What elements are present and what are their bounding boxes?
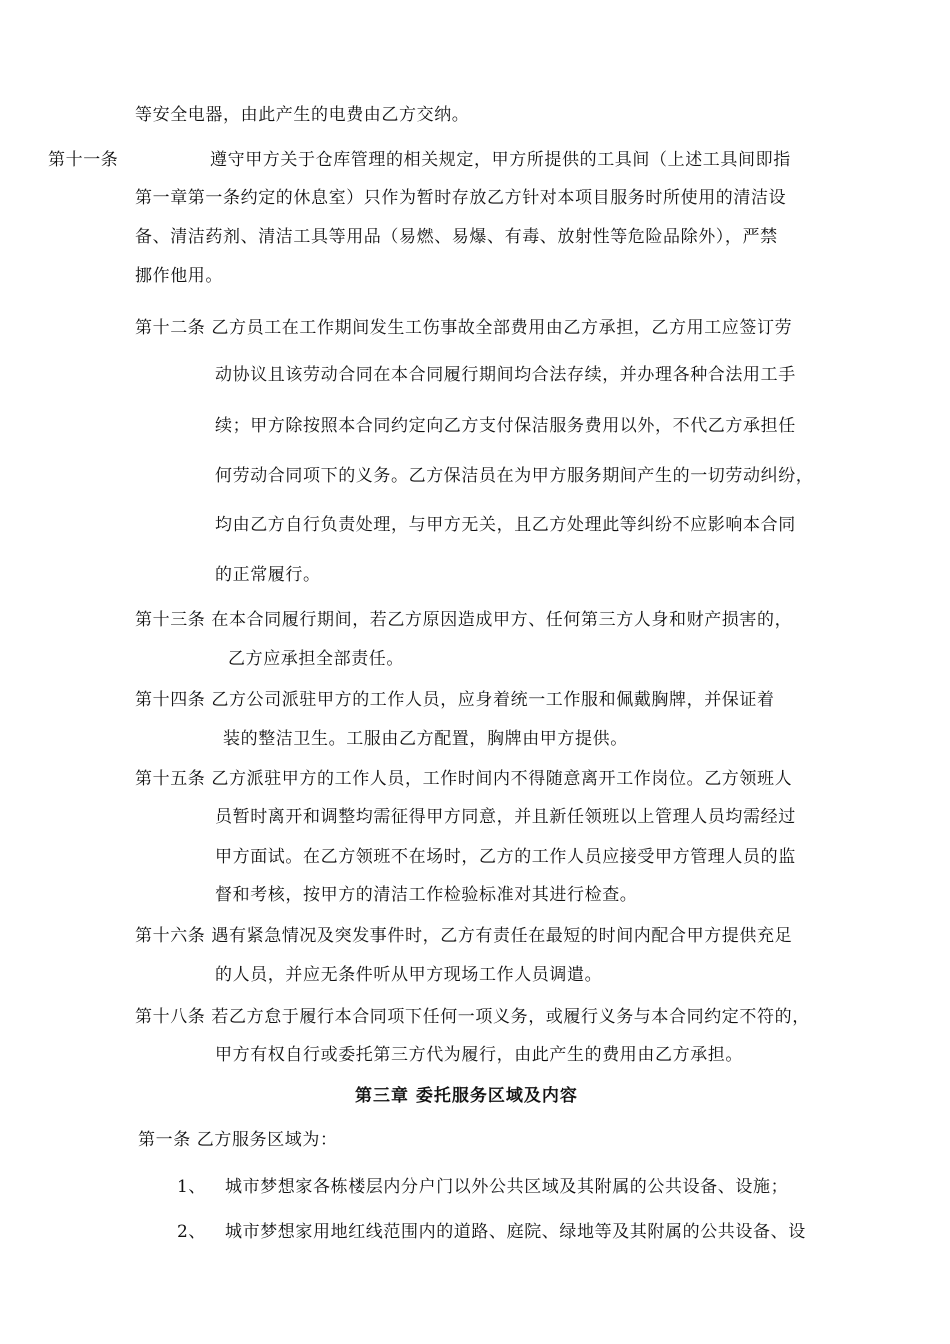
text-line: 第十八条 若乙方怠于履行本合同项下任何一项义务，或履行义务与本合同约定不符的， [135,1007,810,1027]
text-line: 第十六条 遇有紧急情况及突发事件时，乙方有责任在最短的时间内配合甲方提供充足 [135,926,793,946]
text-line: 甲方面试。在乙方领班不在场时，乙方的工作人员应接受甲方管理人员的监 [215,847,796,867]
text-line: 乙方应承担全部责任。 [228,649,404,669]
text-line: 备、清洁药剂、清洁工具等用品（易燃、易爆、有毒、放射性等危险品除外），严禁 [135,227,778,247]
list-number: 1、 [177,1177,207,1197]
text-line: 的正常履行。 [215,565,321,585]
text-line: 续；甲方除按照本合同约定向乙方支付保洁服务费用以外，不代乙方承担任 [215,416,796,436]
text-line: 动协议且该劳动合同在本合同履行期间均合法存续，并办理各种合法用工手 [215,365,796,385]
text-line: 均由乙方自行负责处理，与甲方无关，且乙方处理此等纠纷不应影响本合同 [215,515,796,535]
text-line: 等安全电器，由此产生的电费由乙方交纳。 [135,105,470,125]
list-item: 城市梦想家各栋楼层内分户门以外公共区域及其附属的公共设备、设施； [225,1177,789,1197]
text-line: 第十二条 乙方员工在工作期间发生工伤事故全部费用由乙方承担，乙方用工应签订劳 [135,318,793,338]
text-line: 第十四条 乙方公司派驻甲方的工作人员，应身着统一工作服和佩戴胸牌，并保证着 [135,690,775,710]
text-line: 第一条 乙方服务区域为： [138,1130,338,1150]
text-line: 挪作他用。 [135,266,223,286]
article-number: 第十一条 [48,150,119,170]
list-number: 2、 [177,1222,207,1242]
text-line: 员暂时离开和调整均需征得甲方同意，并且新任领班以上管理人员均需经过 [215,807,796,827]
text-line: 装的整洁卫生。工服由乙方配置，胸牌由甲方提供。 [223,729,628,749]
text-line: 第一章第一条约定的休息室）只作为暂时存放乙方针对本项目服务时所使用的清洁设 [135,188,787,208]
text-line: 第十三条 在本合同履行期间，若乙方原因造成甲方、任何第三方人身和财产损害的， [135,610,793,630]
chapter-heading: 第三章 委托服务区域及内容 [355,1086,578,1106]
text-line: 第十五条 乙方派驻甲方的工作人员，工作时间内不得随意离开工作岗位。乙方领班人 [135,769,793,789]
text-line: 何劳动合同项下的义务。乙方保洁员在为甲方服务期间产生的一切劳动纠纷， [215,466,814,486]
text-line: 甲方有权自行或委托第三方代为履行，由此产生的费用由乙方承担。 [215,1045,743,1065]
text-line: 督和考核，按甲方的清洁工作检验标准对其进行检查。 [215,885,638,905]
text-line: 遵守甲方关于仓库管理的相关规定，甲方所提供的工具间（上述工具间即指 [210,150,791,170]
list-item: 城市梦想家用地红线范围内的道路、庭院、绿地等及其附属的公共设备、设 [225,1222,806,1242]
text-line: 的人员，并应无条件听从甲方现场工作人员调遣。 [215,965,603,985]
